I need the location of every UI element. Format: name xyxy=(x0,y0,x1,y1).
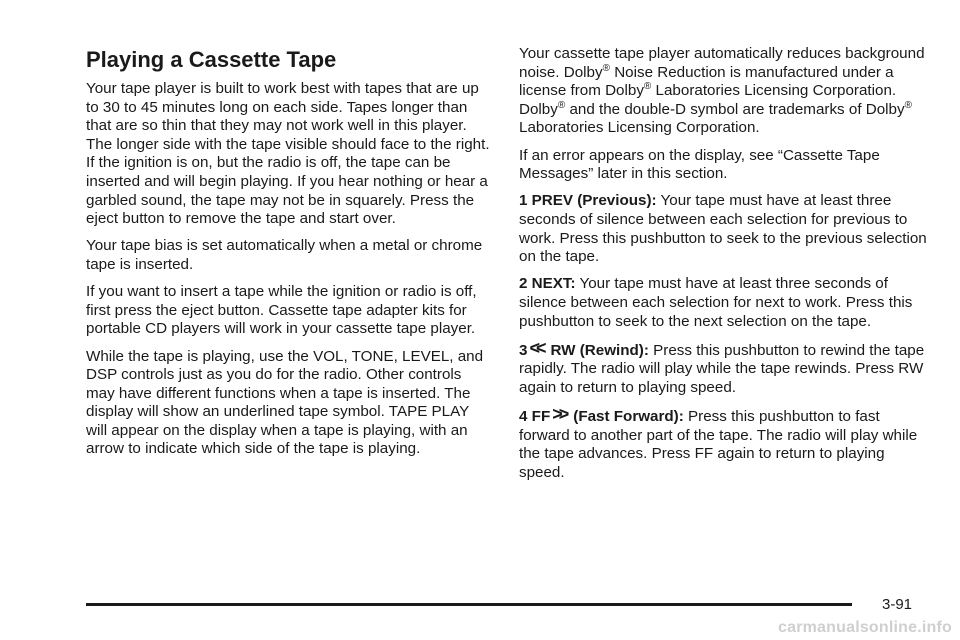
paragraph-fast-forward xyxy=(519,406,934,482)
paragraph-prev xyxy=(519,192,934,266)
dolby-text-5: Laboratories Licensing Corporation. xyxy=(519,119,760,137)
ff-number: 4 FF xyxy=(519,408,551,426)
paragraph-tape-controls: While the tape is playing, use the VOL, TONE, LEVEL, and DSP controls just as you do for the radio. Other controls may have different functions when a tape is inserted. The display will show an underlined tape symbol. TAPE PLAY will appear on the display when a tape is playing, with an arrow to indicate which side of the tape is playing. xyxy=(86,347,484,458)
rewind-chevron-icon: << xyxy=(529,337,543,358)
page-number: 3-91 xyxy=(882,596,913,613)
section-title: Playing a Cassette Tape xyxy=(86,47,337,72)
watermark: carmanualsonline.info xyxy=(778,619,953,636)
left-column xyxy=(86,44,494,468)
fast-forward-chevron-icon: >> xyxy=(552,404,566,425)
registered-mark: ® xyxy=(557,99,566,111)
paragraph-tape-length: Your tape player is built to work best with tapes that are up to 30 to 45 minutes long on each side. Tapes longer than that are so thin that they may not work well in this player. The longer side with the tape visible should face to the right. If the ignition is on, but the radio is off, the tape can be inserted and will begin playing. If you hear nothing or hear a garbled sound, the tape may not be in squarely. Press the eject button to remove the tape and start over. xyxy=(86,80,490,228)
ff-label: (Fast Forward): xyxy=(573,408,684,426)
registered-mark: ® xyxy=(602,62,610,74)
dolby-text-4: and the double-D symbol are trademarks of Dolby xyxy=(569,100,905,118)
paragraph-rewind xyxy=(519,337,934,398)
prev-text: Your tape must have at least three seconds of silence between each selection for previous to work. Press this pushbutton to seek to the previous selection on the tape. xyxy=(519,192,927,266)
rw-label: RW (Rewind): xyxy=(550,341,649,359)
paragraph-tape-bias: Your tape bias is set automatically when a metal or chrome tape is inserted. xyxy=(86,237,483,273)
dolby-text-3: Laboratories Licensing Corporation. Dolby xyxy=(519,82,897,118)
paragraph-error-messages: If an error appears on the display, see “Cassette Tape Messages” later in this section. xyxy=(519,146,880,183)
next-label: 2 NEXT: xyxy=(519,275,576,293)
paragraph-insert-tape: If you want to insert a tape while the ignition or radio is off, first press the eject button. Cassette tape adapter kits for portable CD players will work in your cassette tape player. xyxy=(86,283,477,338)
next-text: Your tape must have at least three seconds of silence between each selection for next to work. Press this pushbutton to seek to the next selection on the tape. xyxy=(519,275,913,330)
dolby-text-1: Your cassette tape player automatically reduces background noise. Dolby xyxy=(519,45,925,81)
paragraph-dolby xyxy=(519,45,934,138)
rw-text: Press this pushbutton to rewind the tape rapidly. The radio will play while the tape rewinds. Press RW again to return to playing speed. xyxy=(519,341,925,396)
paragraph-next xyxy=(519,275,934,331)
right-column xyxy=(519,45,934,491)
registered-mark: ® xyxy=(904,99,912,111)
ff-text: Press this pushbutton to fast forward to another part of the tape. The radio will play while the tape advances. Press FF again to return to playing speed. xyxy=(519,408,918,481)
prev-label: 1 PREV (Previous): xyxy=(519,192,657,210)
rw-number: 3 xyxy=(519,341,528,359)
dolby-text-2: Noise Reduction is manufactured under a license from Dolby xyxy=(519,63,894,100)
footer-rule xyxy=(86,603,852,606)
registered-mark: ® xyxy=(643,81,652,93)
